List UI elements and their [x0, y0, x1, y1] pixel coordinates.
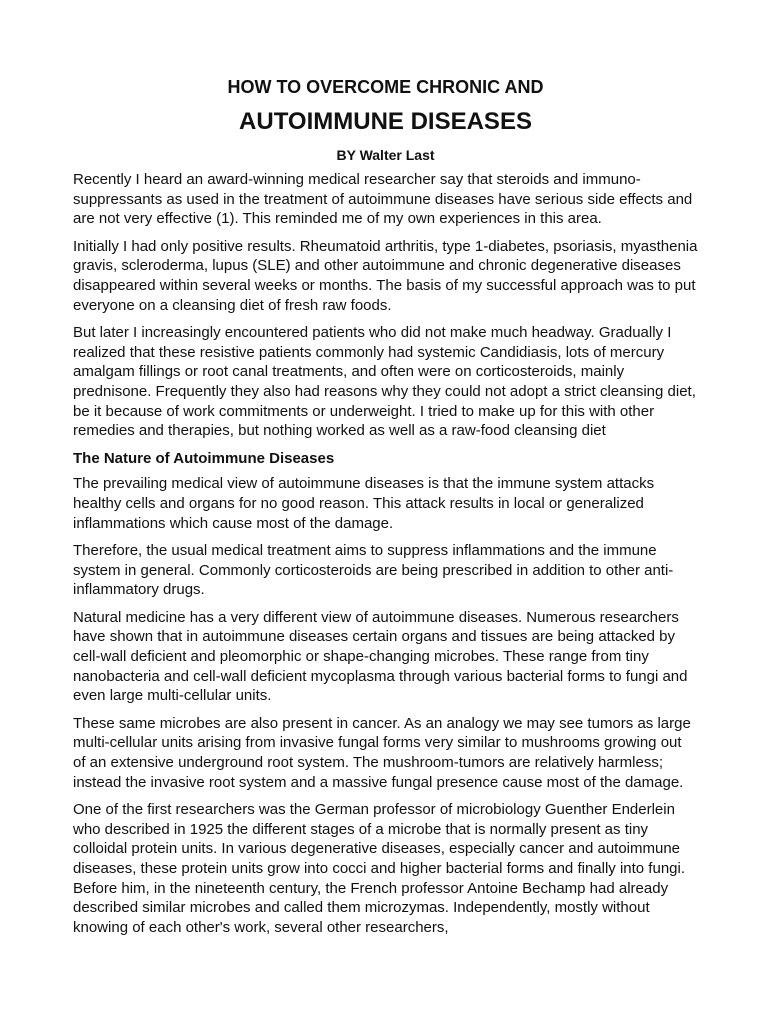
paragraph: But later I increasingly encountered patients who did not make much headway. Gradually I realized that these resistive patients commonly had systemic Candidiasis, lots of mercury amalgam fillings or root canal treatments, and often were on corticosteroids, mainly prednisone. Frequently they also had reasons why they could not adopt a strict cleansing diet, be it because of work commitments or underweight. I tried to make up for this with other remedies and therapies, but nothing worked as well as a raw-food cleansing diet	[73, 324, 696, 440]
paragraph: Therefore, the usual medical treatment aims to suppress inflammations and the immune system in general. Commonly corticosteroids are being prescribed in addition to other anti-inflammatory drugs.	[73, 542, 674, 599]
paragraph: One of the first researchers was the German professor of microbiology Guenther Enderlein who described in 1925 the different stages of a microbe that is normally present as tiny colloidal protein units. In various degenerative diseases, especially cancer and autoimmune diseases, these protein units grow into cocci and higher bacterial forms and finally into fungi. Before him, in the nineteenth century, the French professor Antoine Bechamp had already described similar microbes and called them microzymas. Independently, mostly without knowing of each other's work, several other researchers,	[73, 801, 686, 936]
title-line-2: AUTOIMMUNE DISEASES	[239, 108, 532, 135]
paragraph: Natural medicine has a very different view of autoimmune diseases. Numerous researchers have shown that in autoimmune diseases certain organs and tissues are being attacked by cell-wall deficient and pleomorphic or shape-changing microbes. These range from tiny nanobacteria and cell-wall deficient mycoplasma through various bacterial forms to fungi and even large multi-cellular units.	[73, 608, 688, 705]
paragraph: These same microbes are also present in cancer. As an analogy we may see tumors as large multi-cellular units arising from invasive fungal forms very similar to mushrooms growing out of an extensive underground root system. The mushroom-tumors are relatively harmless; instead the invasive root system and a massive fungal presence cause most of the damage.	[73, 714, 691, 791]
paragraph: Initially I had only positive results. Rheumatoid arthritis, type 1-diabetes, psoriasis, myasthenia gravis, scleroderma, lupus (SLE) and other autoimmune and chronic degenerative diseases disappeared within several weeks or months. The basis of my successful approach was to put everyone on a cleansing diet of fresh raw foods.	[73, 237, 698, 314]
paragraph: Recently I heard an award-winning medical researcher say that steroids and immuno-suppressants as used in the treatment of autoimmune diseases have serious side effects and are not very effective (1). This reminded me of my own experiences in this area.	[73, 171, 693, 228]
document-page	[73, 74, 698, 945]
author-byline: BY Walter Last	[336, 147, 435, 163]
paragraph: The prevailing medical view of autoimmune diseases is that the immune system attacks healthy cells and organs for no good reason. This attack results in local or generalized inflammations which cause most of the damage.	[73, 475, 655, 532]
section-heading: The Nature of Autoimmune Diseases	[73, 449, 335, 467]
title-line-1: HOW TO OVERCOME CHRONIC AND	[227, 77, 544, 97]
